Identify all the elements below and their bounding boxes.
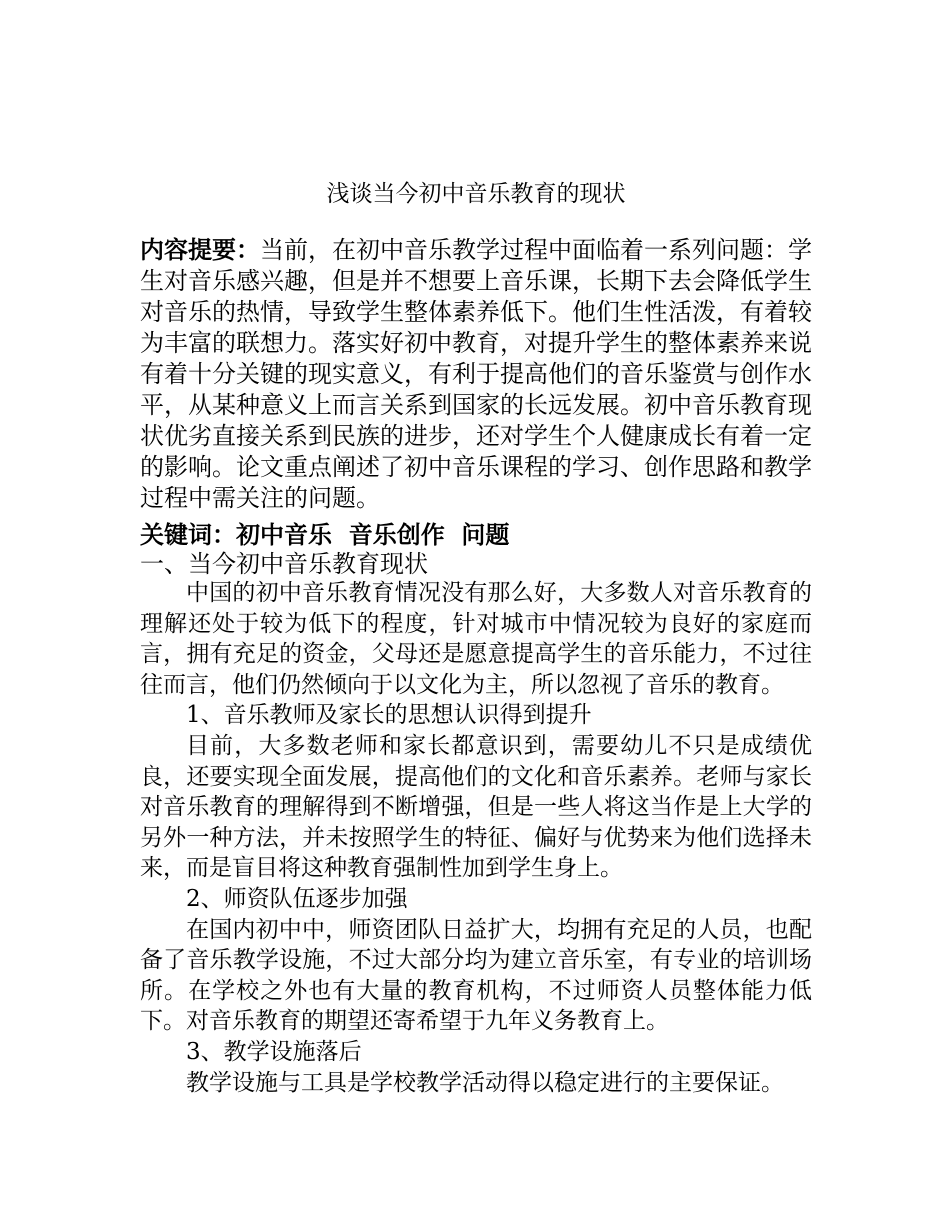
subsection-heading: 3、教学设施落后 — [186, 1038, 362, 1065]
document-title: 浅谈当今初中音乐教育的现状 — [326, 181, 626, 207]
section-body — [140, 578, 812, 1098]
keywords-label: 关键词： — [140, 521, 236, 549]
abstract-text: 当前，在初中音乐教学过程中面临着一系列问题：学生对音乐感兴趣，但是并不想要上音乐课，长期下去会降低学生对音乐的热情，导致学生整体素养低下。他们生性活泼，有着较为丰富的联想力。落实好初中教育，对提升学生的整体素养来说有着十分关键的现实意义，有利于提高他们的音乐鉴赏与创作水平，从某种意义上而言关系到国家的长远发展。初中音乐教育现状优劣直接关系到民族的进步，还对学生个人健康成长有着一定的影响。论文重点阐述了初中音乐课程的学习、创作思路和教学过程中需关注的问题。 — [140, 236, 812, 512]
abstract-paragraph — [140, 235, 812, 514]
section-heading: 一、当今初中音乐教育现状 — [140, 550, 428, 578]
body-paragraph: 目前，大多数老师和家长都意识到，需要幼儿不只是成绩优良，还要实现全面发展，提高他们的文化和音乐素养。老师与家长对音乐教育的理解得到不断增强，但是一些人将这当作是上大学的另外一种方法，并未按照学生的特征、偏好与优势来为他们选择未来，而是盲目将这种教育强制性加到学生身上。 — [140, 732, 812, 882]
keywords-text: 初中音乐 音乐创作 问题 — [236, 521, 510, 549]
body-paragraph: 在国内初中中，师资团队日益扩大，均拥有充足的人员，也配备了音乐教学设施，不过大部分均为建立音乐室，有专业的培训场所。在学校之外也有大量的教育机构，不过师资人员整体能力低下。对音乐教育的期望还寄希望于九年义务教育上。 — [140, 916, 812, 1035]
keywords-line — [140, 520, 812, 551]
abstract-label: 内容提要： — [140, 236, 260, 264]
subsection-heading: 1、音乐教师及家长的思想认识得到提升 — [186, 702, 592, 729]
body-paragraph: 教学设施与工具是学校教学活动得以稳定进行的主要保证。 — [186, 1069, 784, 1096]
subsection-heading: 2、师资队伍逐步加强 — [186, 885, 408, 912]
body-paragraph: 中国的初中音乐教育情况没有那么好，大多数人对音乐教育的理解还处于较为低下的程度，针对城市中情况较为良好的家庭而言，拥有充足的资金，父母还是愿意提高学生的音乐能力，不过往往而言，他们仍然倾向于以文化为主，所以忽视了音乐的教育。 — [140, 580, 812, 698]
